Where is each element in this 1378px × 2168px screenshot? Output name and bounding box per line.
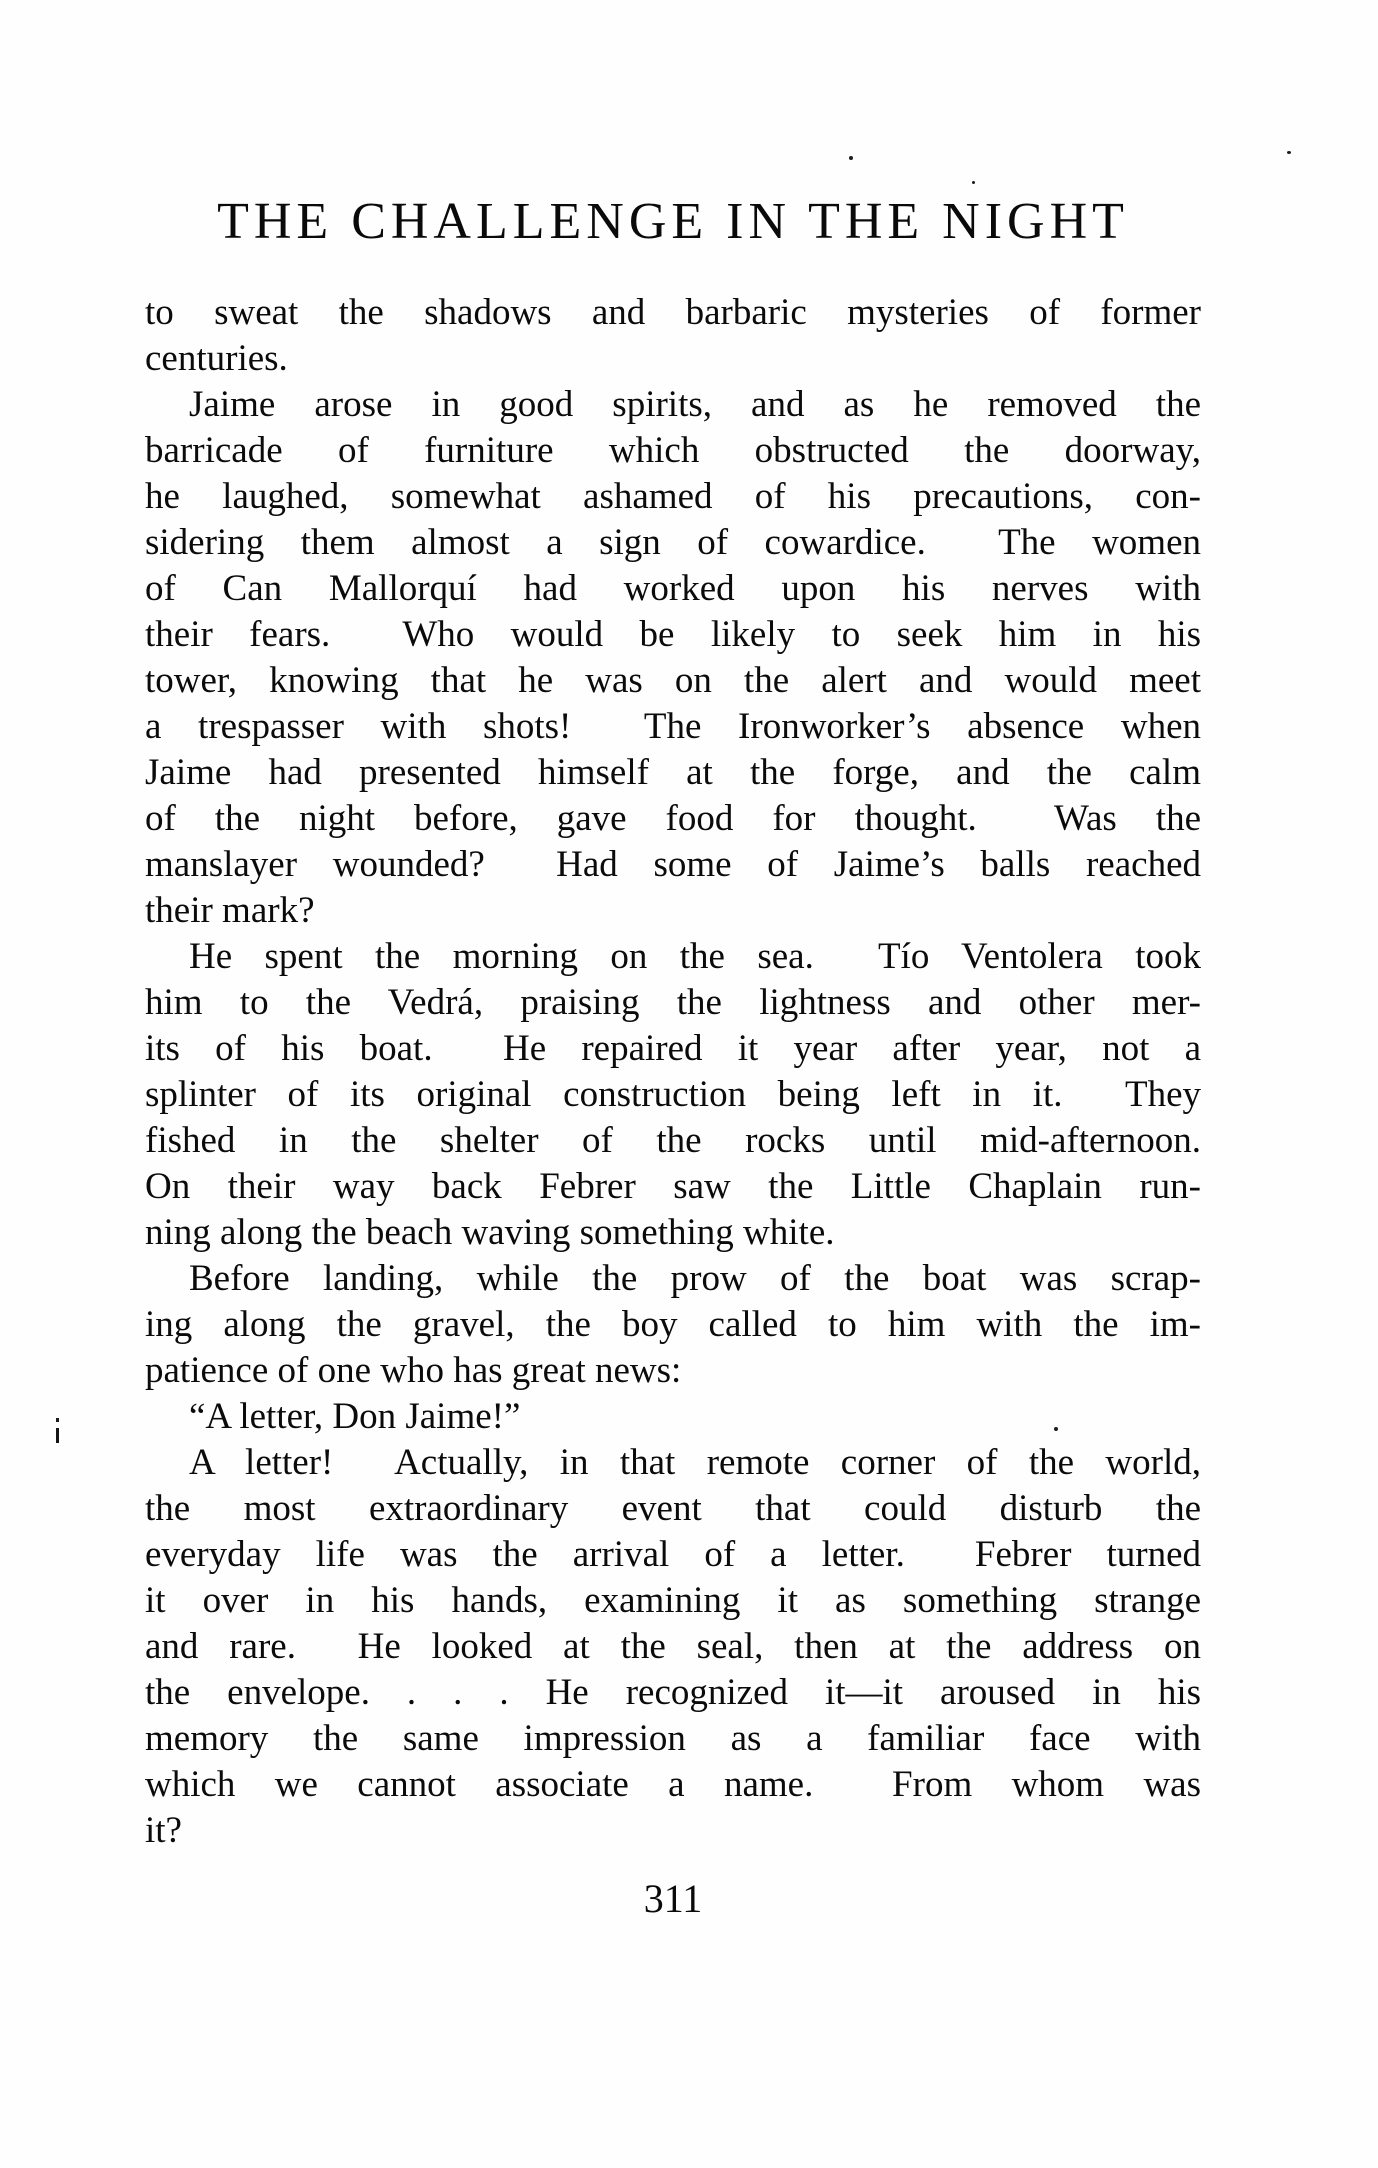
text-line: the most extraordinary event that could disturb the (145, 1488, 1201, 1529)
text-line: memory the same impression as a familiar face with (145, 1718, 1201, 1759)
text-line: barricade of furniture which obstructed the doorway, (145, 430, 1201, 471)
text-line: “A letter, Don Jaime!” (189, 1396, 521, 1437)
text-line: ing along the gravel, the boy called to him with the im- (145, 1304, 1201, 1345)
text-line: fished in the shelter of the rocks until mid-afternoon. (145, 1120, 1201, 1161)
text-line: him to the Vedrá, praising the lightness and other mer- (145, 982, 1201, 1023)
text-line: he laughed, somewhat ashamed of his precautions, con- (145, 476, 1201, 517)
body-text (145, 290, 1201, 1854)
text-line: everyday life was the arrival of a letter. Febrer turned (145, 1534, 1201, 1575)
text-line: their mark? (145, 890, 315, 931)
text-line: Jaime had presented himself at the forge, and the calm (145, 752, 1201, 793)
text-line: it? (145, 1810, 182, 1851)
paragraph (145, 934, 1201, 1256)
text-line: which we cannot associate a name. From whom was (145, 1764, 1201, 1805)
text-line: of the night before, gave food for thought. Was the (145, 798, 1201, 839)
text-line: patience of one who has great news: (145, 1350, 682, 1391)
paragraph (145, 1440, 1201, 1854)
margin-ink-bar (56, 1428, 59, 1443)
text-line: their fears. Who would be likely to seek him in his (145, 614, 1201, 655)
text-line: On their way back Febrer saw the Little Chaplain run- (145, 1166, 1201, 1207)
ink-speck (972, 181, 975, 184)
ink-speck (849, 156, 853, 160)
ink-speck (1287, 151, 1291, 154)
text-line: centuries. (145, 338, 288, 379)
text-line: splinter of its original construction being left in it. They (145, 1074, 1201, 1115)
text-line: its of his boat. He repaired it year after year, not a (145, 1028, 1201, 1069)
paragraph (145, 1394, 1201, 1440)
text-line: tower, knowing that he was on the alert and would meet (145, 660, 1201, 701)
text-line: sidering them almost a sign of cowardice. The women (145, 522, 1201, 563)
paragraph (145, 290, 1201, 382)
margin-ink-dot (56, 1418, 59, 1422)
margin-ink-mark (56, 1418, 60, 1444)
text-line: and rare. He looked at the seal, then at the address on (145, 1626, 1201, 1667)
chapter-title: THE CHALLENGE IN THE NIGHT (217, 193, 1129, 250)
text-line: A letter! Actually, in that remote corner of the world, (189, 1442, 1201, 1483)
text-line: Before landing, while the prow of the boat was scrap- (189, 1258, 1201, 1299)
text-line: to sweat the shadows and barbaric mysteries of former (145, 292, 1201, 333)
text-line: a trespasser with shots! The Ironworker’s absence when (145, 706, 1201, 747)
paragraph (145, 1256, 1201, 1394)
text-line: of Can Mallorquí had worked upon his nerves with (145, 568, 1201, 609)
text-line: He spent the morning on the sea. Tío Ventolera took (189, 936, 1201, 977)
page-number: 311 (643, 1876, 703, 1921)
text-line: manslayer wounded? Had some of Jaime’s balls reached (145, 844, 1201, 885)
ink-speck (1054, 1427, 1058, 1431)
text-line: Jaime arose in good spirits, and as he removed the (189, 384, 1201, 425)
text-line: it over in his hands, examining it as something strange (145, 1580, 1201, 1621)
text-line: the envelope. . . . He recognized it—it aroused in his (145, 1672, 1201, 1713)
text-line: ning along the beach waving something white. (145, 1212, 835, 1253)
paragraph (145, 382, 1201, 934)
